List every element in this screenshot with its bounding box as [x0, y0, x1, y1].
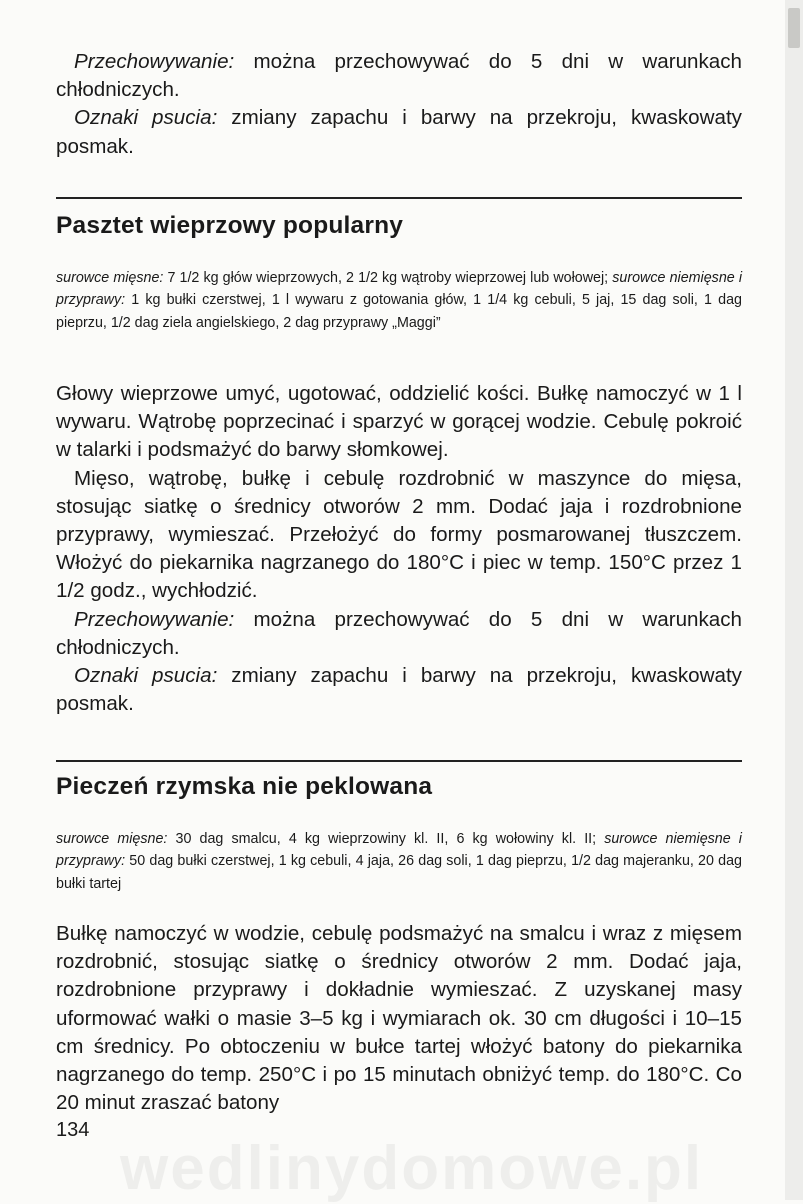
storage-note: [56, 48, 742, 104]
book-page: [56, 0, 746, 1203]
method-pieczen: [56, 920, 742, 1117]
storage-label: Przechowywanie:: [74, 50, 235, 73]
ingredients-pieczen: [56, 828, 742, 895]
nonmeat-ingredients-text: 50 dag bułki czerstwej, 1 kg cebuli, 4 jaja, 26 dag soli, 1 dag pieprzu, 1/2 dag majeranku, 20 dag bułki tartej: [56, 853, 742, 892]
previous-recipe-tail: [56, 48, 742, 161]
recipe-title-pieczen: Pieczeń rzymska nie peklowana: [56, 773, 433, 800]
page-number: 134: [56, 1119, 90, 1141]
storage-text: można przechowywać do 5 dni w warunkach chłodniczych.: [56, 607, 742, 659]
spoilage-label: Oznaki psucia:: [74, 664, 218, 688]
nonmeat-ingredients-text: 1 kg bułki czerstwej, 1 l wywaru z gotowania głów, 1 1/4 kg cebuli, 5 jaj, 15 dag soli, 1 dag pieprzu, 1/2 dag ziela angielskiego, 2 dag przyprawy „Maggi”: [56, 292, 742, 331]
scrollbar[interactable]: [785, 0, 803, 1200]
scrollbar-thumb[interactable]: [788, 8, 800, 48]
storage-note: [56, 606, 742, 662]
storage-text: można przechowywać do 5 dni w warunkach chłodniczych.: [56, 50, 742, 102]
section-divider: [56, 197, 742, 199]
spoilage-note: [56, 662, 742, 718]
storage-label: Przechowywanie:: [74, 607, 235, 631]
method-paragraph-1: Bułkę namoczyć w wodzie, cebulę podsmażyć na smalcu i wraz z mięsem rozdrobnić, stosując siatkę o średnicy otworów 2 mm. Dodać jaja, rozdrobnione przyprawy i dokładnie wymieszać. Z uzyskanej masy uformować wałki o masie 3–5 kg i wymiarach ok. 30 cm długości i 10–15 cm średnicy. Po obtoczeniu w bułce tartej włożyć batony do piekarnika nagrzanego do temp. 250°C i po 15 minutach obniżyć temp. do 180°C. Co 20 minut zraszać batony: [56, 922, 742, 1115]
nonmeat-ingredients-label: surowce niemięsne i przyprawy:: [56, 270, 742, 309]
meat-ingredients-text: 30 dag smalcu, 4 kg wieprzowiny kl. II, 6 kg wołowiny kl. II;: [167, 831, 605, 847]
spoilage-text: zmiany zapachu i barwy na przekroju, kwaskowaty posmak.: [56, 664, 742, 716]
recipe-title-pasztet: Pasztet wieprzowy popularny: [56, 212, 404, 239]
ingredients-pasztet: [56, 267, 742, 334]
section-divider: [56, 760, 742, 762]
meat-ingredients-text: 7 1/2 kg głów wieprzowych, 2 1/2 kg wątroby wieprzowej lub wołowej;: [163, 270, 613, 286]
method-paragraph-1: Głowy wieprzowe umyć, ugotować, oddzielić kości. Bułkę namoczyć w 1 l wywaru. Wątrobę poprzecinać i sparzyć w gorącej wodzie. Cebulę pokroić w talarki i podsmażyć do barwy słomkowej.: [56, 382, 742, 462]
spoilage-text: zmiany zapachu i barwy na przekroju, kwaskowaty posmak.: [56, 106, 742, 158]
watermark: wedlinydomowe.pl: [120, 1134, 704, 1203]
spoilage-note: [56, 104, 742, 160]
method-pasztet: [56, 380, 742, 718]
meat-ingredients-label: surowce mięsne:: [56, 270, 164, 286]
method-paragraph-2: Mięso, wątrobę, bułkę i cebulę rozdrobnić w maszynce do mięsa, stosując siatkę o średnicy otworów 2 mm. Dodać jaja i rozdrobnione przyprawy, wymieszać. Przełożyć do formy posmarowanej tłuszczem. Włożyć do piekarnika nagrzanego do 180°C i piec w temp. 150°C przez 1 1/2 godz., wychłodzić.: [56, 466, 742, 603]
meat-ingredients-label: surowce mięsne:: [56, 831, 168, 847]
nonmeat-ingredients-label: surowce niemięsne i przyprawy:: [56, 831, 742, 870]
spoilage-label: Oznaki psucia:: [74, 106, 218, 130]
